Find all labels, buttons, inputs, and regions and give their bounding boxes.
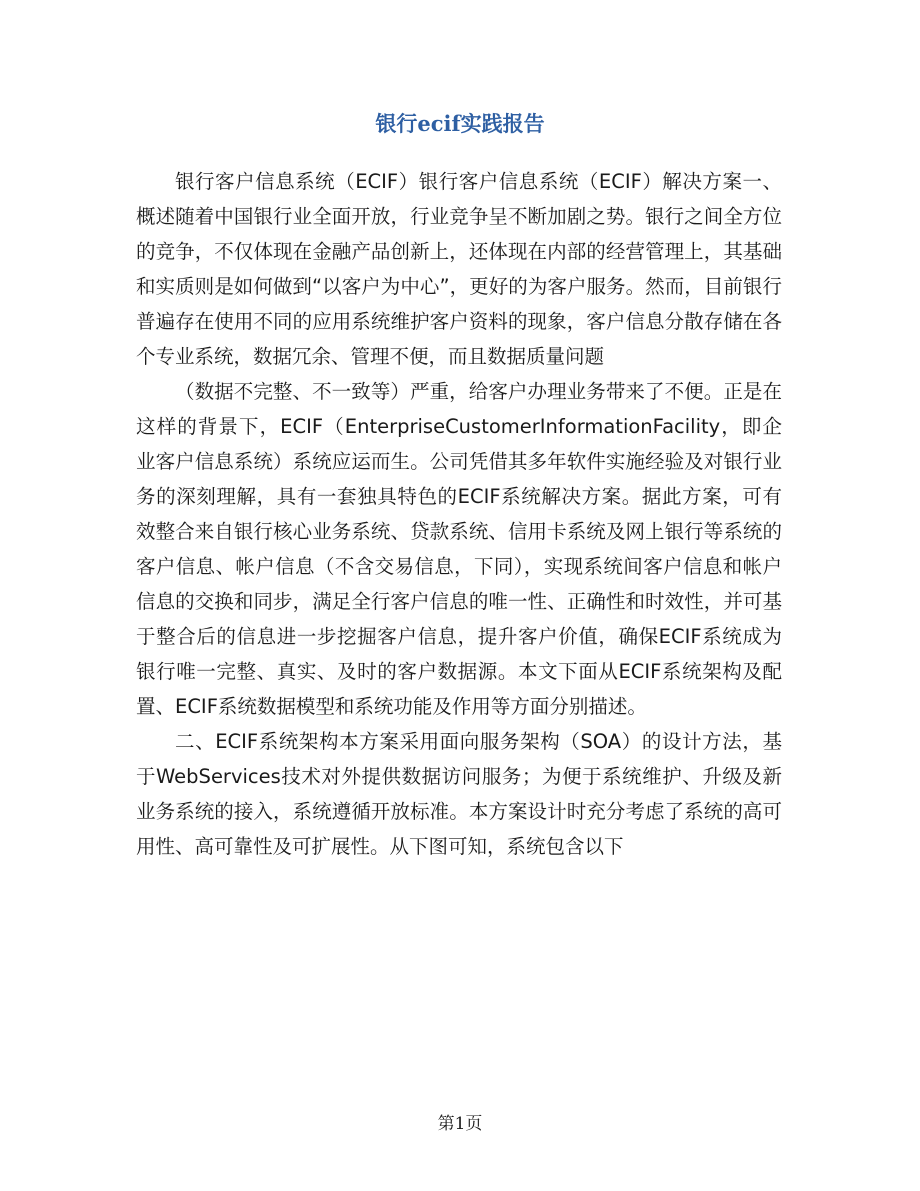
paragraph-overview: 银行客户信息系统（ECIF）银行客户信息系统（ECIF）解决方案一、概述随着中国银行业全面开放，行业竞争呈不断加剧之势。银行之间全方位的竞争，不仅体现在金融产品创新上，还体现在内部的经营管理上，其基础和实质则是如何做到“以客户为中心”，更好的为客户服务。然而，目前银行普遍存在使用不同的应用系统维护客户资料的现象，客户信息分散存储在各个专业系统，数据冗余、管理不便，而且数据质量问题 [136,170,782,368]
paragraph-architecture: 二、ECIF系统架构本方案采用面向服务架构（SOA）的设计方法，基于WebServices技术对外提供数据访问服务；为便于系统维护、升级及新业务系统的接入，系统遵循开放标准。本方案设计时充分考虑了系统的高可用性、高可靠性及可扩展性。从下图可知，系统包含以下 [136,730,782,858]
page-number: 第1页 [437,1114,483,1134]
document-title: 银行ecif实践报告 [375,111,545,136]
document-body [136,164,782,864]
paragraph-background: （数据不完整、不一致等）严重，给客户办理业务带来了不便。正是在这样的背景下，ECIF（EnterpriseCustomerInformationFacility，即企业客户信息系统）系统应运而生。公司凭借其多年软件实施经验及对银行业务的深刻理解，具有一套独具特色的ECIF系统解决方案。据此方案，可有效整合来自银行核心业务系统、贷款系统、信用卡系统及网上银行等系统的客户信息、帐户信息（不含交易信息，下同），实现系统间客户信息和帐户信息的交换和同步，满足全行客户信息的唯一性、正确性和时效性，并可基于整合后的信息进一步挖掘客户信息，提升客户价值，确保ECIF系统成为银行唯一完整、真实、及时的客户数据源。本文下面从ECIF系统架构及配置、ECIF系统数据模型和系统功能及作用等方面分别描述。 [136,380,782,718]
